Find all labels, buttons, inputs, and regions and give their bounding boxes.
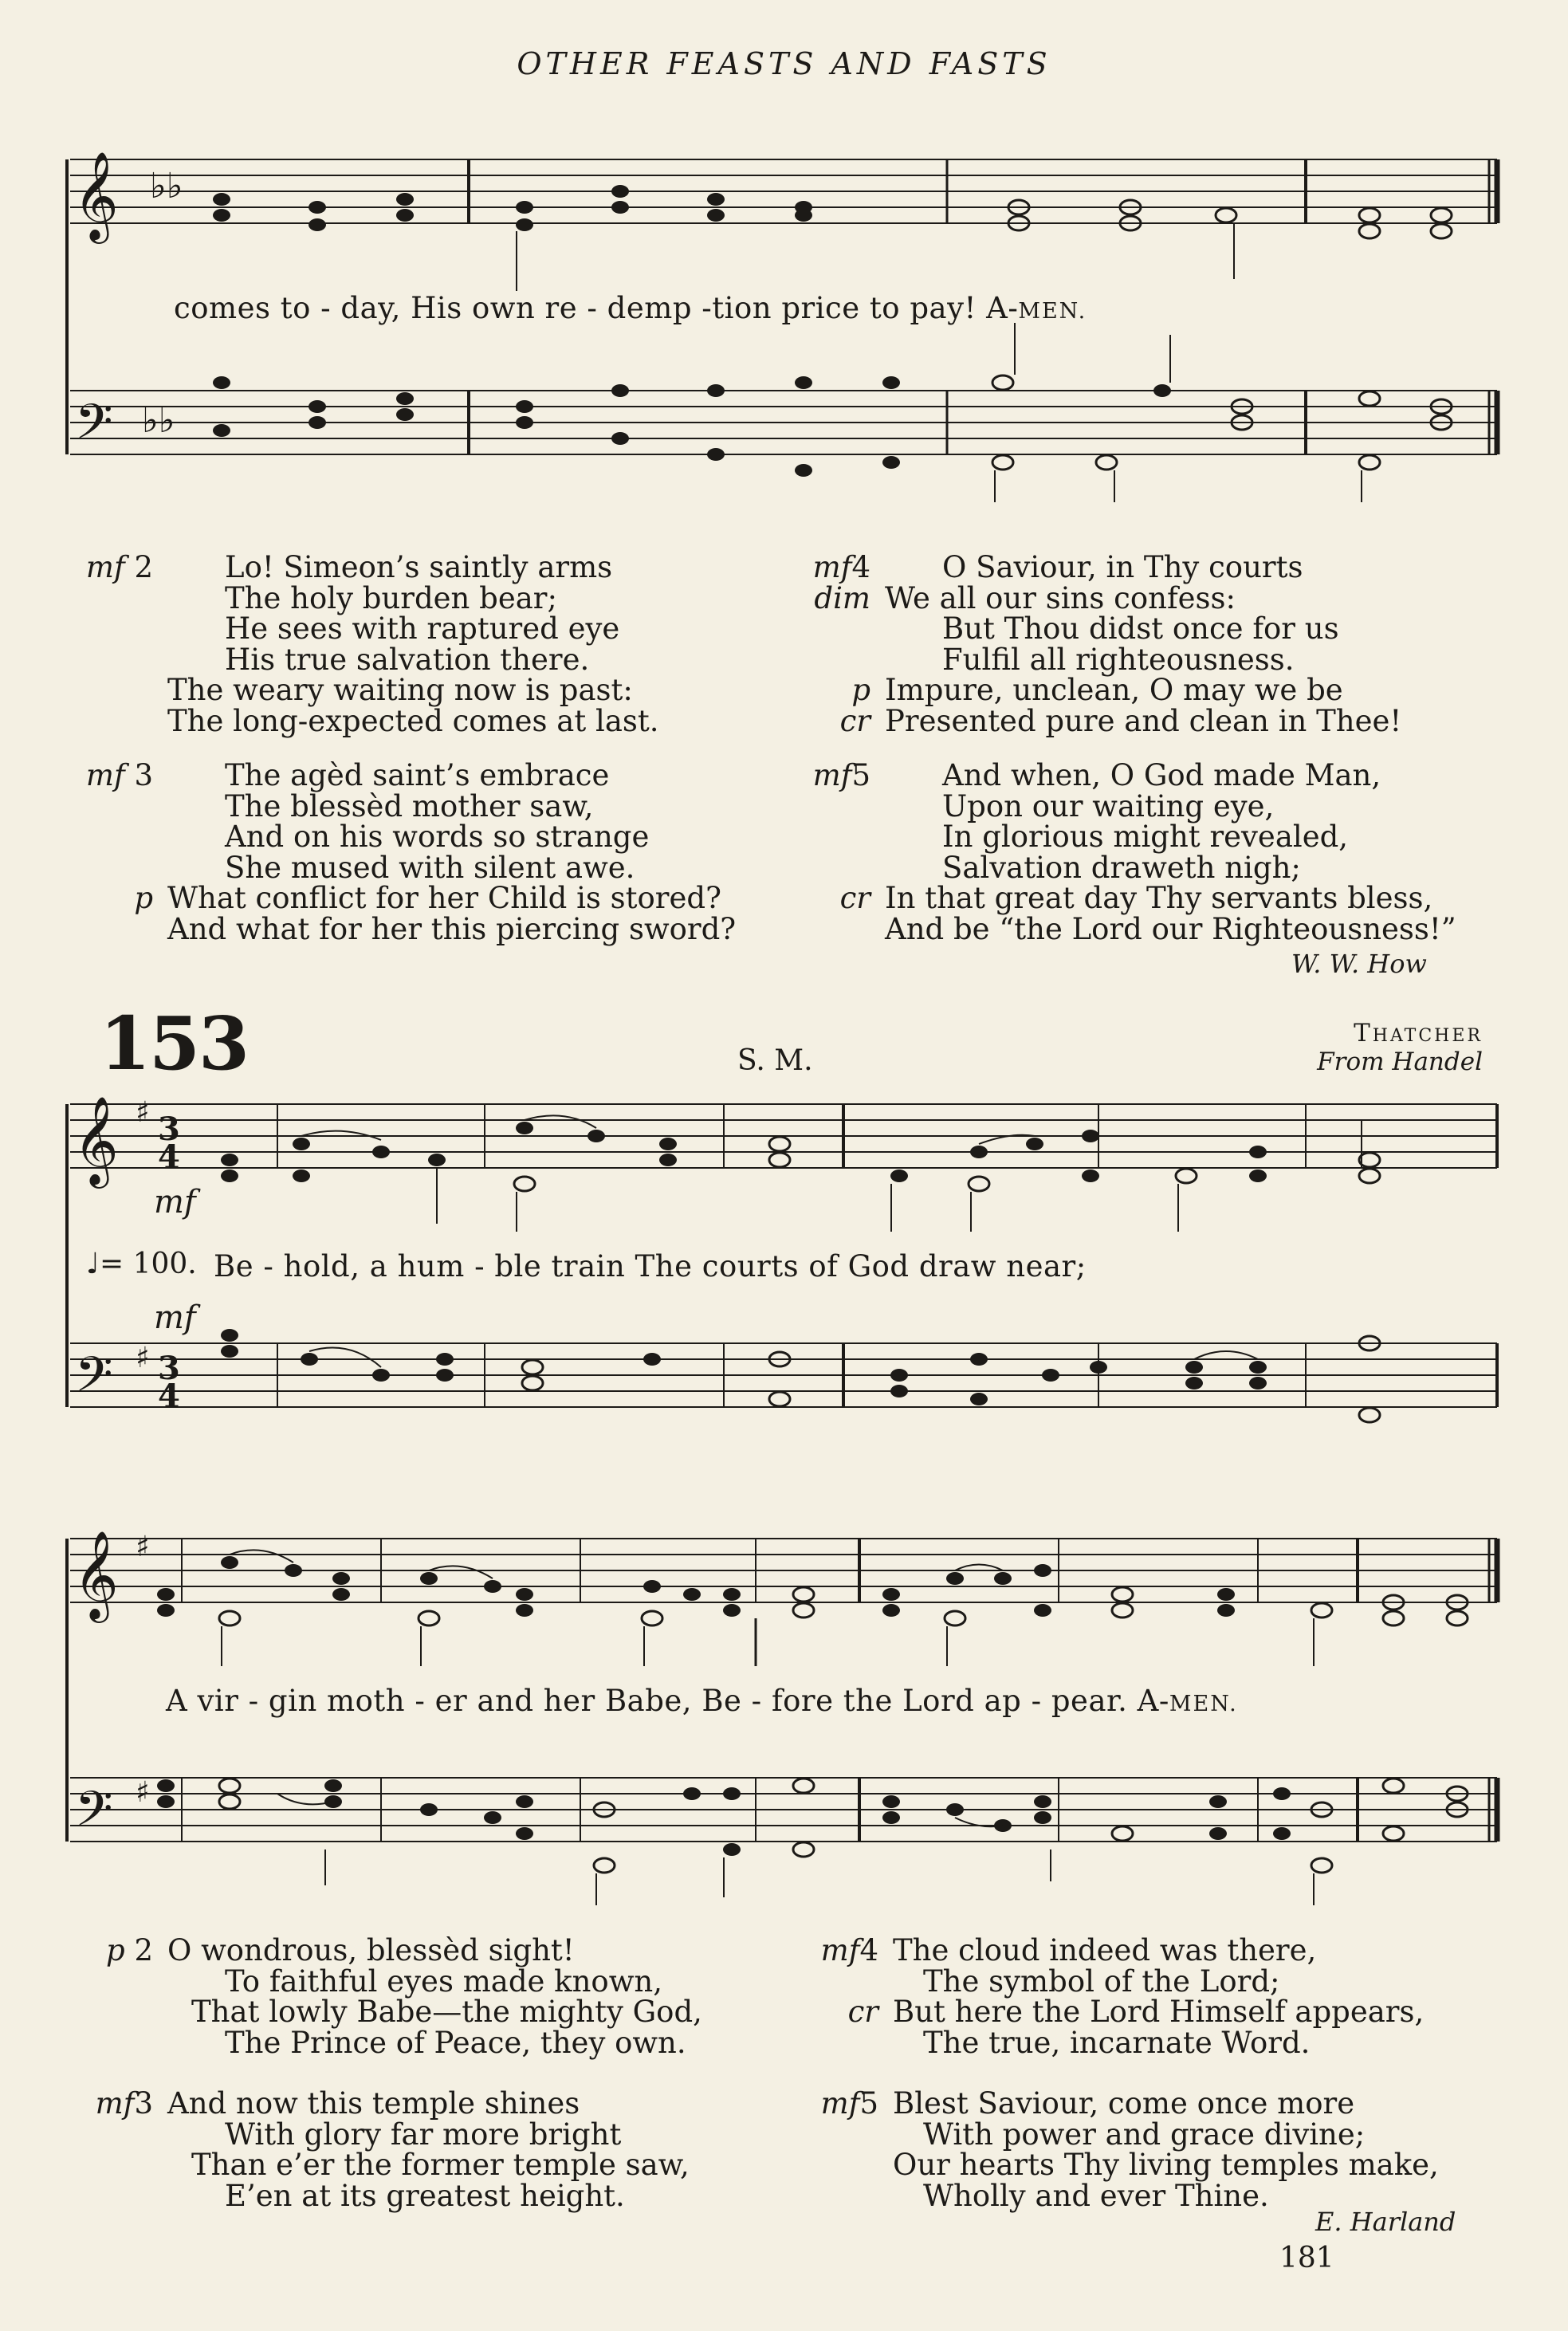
- svg-text:♯: ♯: [136, 1531, 150, 1563]
- svg-text:♭♭: ♭♭: [142, 400, 175, 441]
- quarter-note-icon: ♩: [86, 1248, 100, 1280]
- hymn152-verses-right: mf4 O Saviour, in Thy courts dim We all our sins confess: But Thou didst once for us Fulfil all righteousness. p Impure, unclean, O may we be cr Presented pure and clean in Thee! mf5 And when, O God made Man, Upon our waiting eye, In glorious might revealed, Salvation draweth nigh; cr In that great day Thy servants bless, And be “the Lord our Righteousness!”: [797, 552, 1456, 945]
- dynamic-mark: mf4: [812, 550, 870, 584]
- hymn152-lyric: comes to - day, His own re - demp -tion price to pay! A-MEN.: [174, 291, 1087, 325]
- hymn-number: 153: [100, 1000, 249, 1087]
- music-system-3: [62, 1531, 1513, 1913]
- svg-text:3: 3: [158, 1110, 180, 1148]
- music-system-2: [62, 1096, 1513, 1479]
- music-notation-1: [62, 151, 1513, 510]
- svg-text:𝄢: 𝄢: [75, 394, 113, 462]
- music-system-1: [62, 151, 1513, 510]
- dynamic-mark: mf5: [820, 2086, 878, 2121]
- hymn152-verses-left: mf 2 Lo! Simeon’s saintly arms The holy burden bear; He sees with raptured eye His true salvation there. The weary waiting now is past: The long-expected comes at last. mf 3 The agèd saint’s embrace The blessèd mother saw, And on his words so strange She mused with silent awe. p What conflict for her Child is stored? And what for her this piercing sword?: [80, 552, 736, 945]
- music-notation-2: [62, 1096, 1513, 1479]
- tune-name: Thatcher: [1354, 1019, 1483, 1048]
- hymn-meter: S. M.: [737, 1044, 813, 1077]
- dynamic-mark: mf 2: [85, 550, 153, 584]
- dynamic-mark: mf5: [812, 758, 870, 792]
- hymn153-author: E. Harland: [1315, 2207, 1456, 2237]
- svg-text:♯: ♯: [136, 1776, 150, 1809]
- dynamic-mf-bass: mf: [154, 1299, 196, 1336]
- svg-text:𝄞: 𝄞: [73, 1531, 119, 1619]
- tune-source: From Handel: [1317, 1048, 1483, 1076]
- hymn153-verses-right: mf4 The cloud indeed was there, The symbol of the Lord; cr But here the Lord Himself appears, The true, incarnate Word. mf5 Blest Saviour, come once more With power and grace divine; Our hearts Thy living temples make, Wholly and ever Thine.: [805, 1936, 1439, 2211]
- hymn153-lyric-line2: A vir - gin moth - er and her Babe, Be - fore the Lord ap - pear. A-MEN.: [166, 1684, 1238, 1718]
- svg-text:3: 3: [158, 1350, 180, 1387]
- dynamic-mark: mf4: [820, 1933, 878, 1967]
- svg-text:𝄞: 𝄞: [73, 151, 119, 240]
- svg-text:𝄢: 𝄢: [75, 1346, 113, 1415]
- svg-text:4: 4: [158, 1378, 180, 1415]
- music-notation-3: [62, 1531, 1513, 1913]
- hymn153-verses-left: p 2 O wondrous, blessèd sight! To faithful eyes made known, That lowly Babe—the mighty God, The Prince of Peace, they own. mf3 And now this temple shines With glory far more bright Than e’er the former temple saw, E’en at its greatest height.: [80, 1936, 702, 2211]
- hymn153-lyric-line1: Be - hold, a hum - ble train The courts of God draw near;: [214, 1249, 1087, 1283]
- svg-text:𝄞: 𝄞: [73, 1096, 119, 1185]
- dynamic-mf-treble: mf: [154, 1184, 196, 1221]
- hymn152-author: W. W. How: [1291, 949, 1427, 979]
- svg-text:♭♭: ♭♭: [150, 166, 183, 206]
- running-head: OTHER FEASTS AND FASTS: [517, 46, 1051, 81]
- tune-info: [1196, 1019, 1483, 1076]
- svg-text:𝄢: 𝄢: [75, 1781, 113, 1849]
- svg-text:4: 4: [158, 1138, 180, 1176]
- svg-text:♯: ♯: [136, 1342, 150, 1374]
- svg-text:♯: ♯: [136, 1096, 150, 1129]
- dynamic-mark: p 2: [106, 1933, 153, 1967]
- dynamic-mark: mf3: [95, 2086, 153, 2121]
- dynamic-mark: mf 3: [85, 758, 153, 792]
- tempo-marking: ♩= 100.: [86, 1248, 197, 1280]
- page-number: 181: [1279, 2242, 1334, 2274]
